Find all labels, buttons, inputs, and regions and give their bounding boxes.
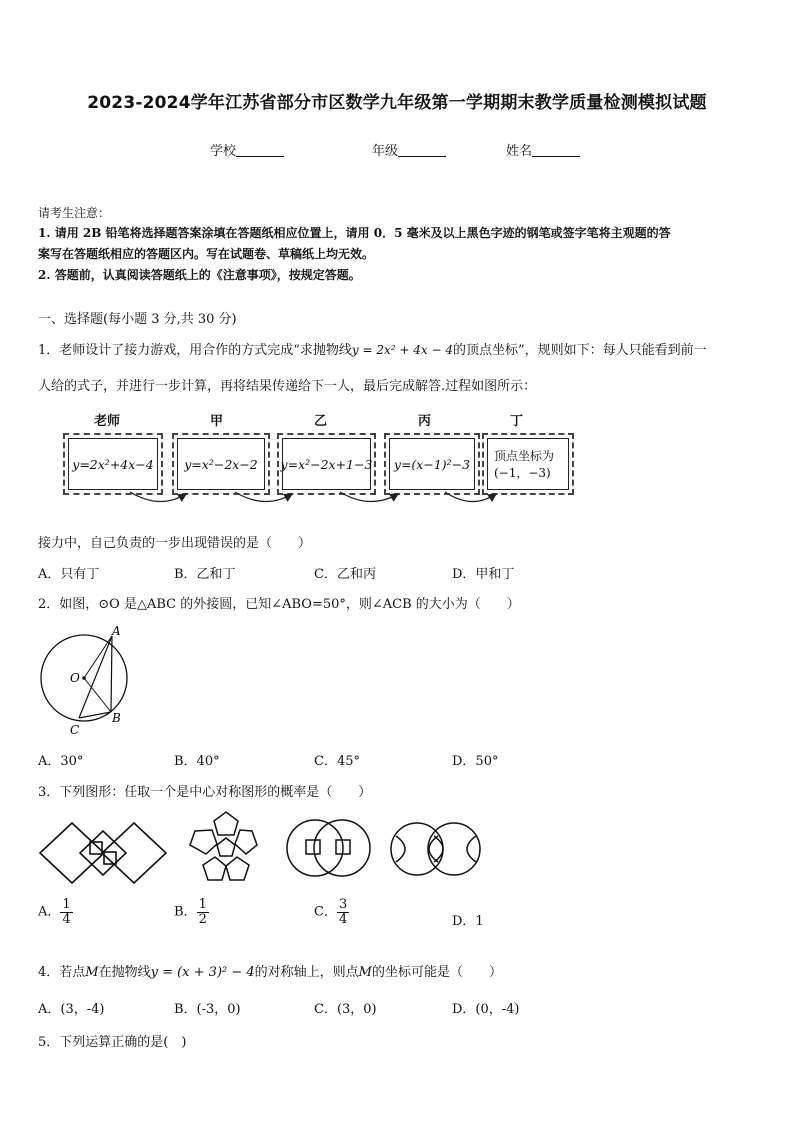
circle-triangle-figure (36, 622, 136, 737)
q1-formula: y = 2x² + 4x − 4 (351, 343, 454, 357)
q2-option-b[interactable]: B．40° (174, 754, 220, 769)
notice-heading: 请考生注意： (38, 206, 111, 220)
notice-line-1: 1. 请用 2B 铅笔将选择题答案涂填在答题纸相应位置上，请用 0．5 毫米及以上黑色字迹的钢笔或签字笔将主观题的答 (38, 226, 671, 240)
q2-option-a[interactable]: A．30° (38, 754, 84, 769)
relay-expr-bing: y=(x−1)²−3 (389, 438, 475, 490)
label-b: B (112, 711, 121, 725)
q4-point-m-2: M (358, 965, 372, 980)
q3-option-b-label: B． (174, 904, 197, 920)
q1-option-c[interactable]: C．乙和丙 (314, 567, 376, 582)
page-title: 2023-2024学年江苏省部分市区数学九年级第一学期期末教学质量检测模拟试题 (87, 93, 707, 113)
q3-option-a[interactable] (38, 898, 73, 926)
relay-ding-line-1: 顶点坐标为 (494, 449, 555, 463)
section-heading: 一、选择题(每小题 3 分,共 30 分) (38, 312, 237, 327)
q1-question: 接力中，自己负责的一步出现错误的是（ ） (38, 536, 312, 551)
q3-option-d[interactable]: D．1 (452, 914, 484, 929)
relay-person-ding: 丁 (510, 414, 524, 429)
q5-text: 5．下列运算正确的是( ) (38, 1035, 187, 1050)
q1-text-b: 的顶点坐标”，规则如下：每人只能看到前一 (453, 343, 707, 358)
q4-text-d: 的坐标可能是（ ） (371, 965, 502, 980)
q3-option-c-label: C． (314, 904, 337, 920)
grade-label: 年级 (372, 144, 399, 159)
q1-option-d[interactable]: D．甲和丁 (452, 567, 515, 582)
q4-point-m: M (85, 965, 99, 980)
q2-text: 2．如图，⊙O 是△ABC 的外接圆，已知∠ABO=50°，则∠ACB 的大小为（ ） (38, 597, 520, 612)
figure-pentagon-flower (186, 808, 266, 888)
q3-option-c[interactable] (314, 898, 349, 926)
label-c: C (70, 723, 80, 737)
q3-text: 3．下列图形：任取一个是中心对称图形的概率是（ ） (38, 785, 372, 800)
relay-person-bing: 丙 (418, 414, 432, 429)
q1-text-a: 1．老师设计了接力游戏，用合作的方式完成“求抛物线 (38, 343, 352, 358)
q2-option-c[interactable]: C．45° (314, 754, 360, 769)
q4-text-b: 在抛物线 (98, 965, 151, 980)
relay-box-teacher (63, 433, 163, 495)
name-label: 姓名 (506, 144, 533, 159)
relay-box-bing (384, 433, 480, 495)
q1-line-2: 人给的式子，并进行一步计算，再将结果传递给下一人，最后完成解答.过程如图所示： (38, 379, 537, 394)
q4-option-b[interactable]: B．(-3，0) (174, 1002, 241, 1017)
label-a: A (112, 624, 121, 638)
q4-text (38, 961, 502, 980)
figure-double-circle-curves (388, 820, 484, 878)
grade-field[interactable] (372, 140, 446, 159)
figure-diamond-chain (38, 820, 168, 886)
relay-expr-ding (487, 438, 569, 490)
relay-box-jia (172, 433, 270, 495)
school-label: 学校 (210, 144, 237, 159)
q1-option-b[interactable]: B．乙和丁 (174, 567, 236, 582)
relay-person-jia: 甲 (210, 414, 224, 429)
relay-box-ding (482, 433, 574, 495)
q1-option-a[interactable]: A．只有丁 (38, 567, 100, 582)
q3-option-b-fraction: $\frac{1}{2}$ (198, 897, 207, 927)
name-field[interactable] (506, 140, 580, 159)
q4-option-a[interactable]: A．(3，-4) (38, 1002, 105, 1017)
figure-double-coin (284, 817, 374, 879)
q3-option-b[interactable] (174, 898, 209, 926)
notice-line-3: 2. 答题前，认真阅读答题纸上的《注意事项》，按规定答题。 (38, 268, 361, 282)
q1-line-1 (38, 339, 707, 358)
school-field[interactable] (210, 140, 284, 159)
q4-text-c: 的对称轴上，则点 (254, 965, 359, 980)
notice-line-2: 案写在答题纸相应的答题区内。写在试题卷、草稿纸上均无效。 (38, 247, 375, 261)
q3-option-a-fraction: $\frac{1}{4}$ (62, 897, 71, 927)
relay-expr-jia: y=x²−2x−2 (177, 438, 265, 490)
relay-expr-yi: y=x²−2x+1−3 (282, 438, 371, 490)
q3-option-c-fraction: $\frac{3}{4}$ (338, 897, 348, 927)
q3-option-a-label: A． (38, 904, 61, 920)
q4-text-a: 4．若点 (38, 965, 86, 980)
relay-ding-line-2: (−1，−3) (494, 466, 551, 480)
relay-box-yi (277, 433, 376, 495)
relay-expr-teacher: y=2x²+4x−4 (68, 438, 158, 490)
relay-person-yi: 乙 (314, 414, 328, 429)
relay-arrows (60, 488, 580, 512)
label-o: O (70, 671, 80, 685)
q2-option-d[interactable]: D．50° (452, 754, 499, 769)
q4-formula: y = (x + 3)² − 4 (150, 965, 255, 980)
q4-option-c[interactable]: C．(3，0) (314, 1002, 377, 1017)
relay-person-teacher: 老师 (94, 414, 121, 429)
q4-option-d[interactable]: D．(0，-4) (452, 1002, 520, 1017)
